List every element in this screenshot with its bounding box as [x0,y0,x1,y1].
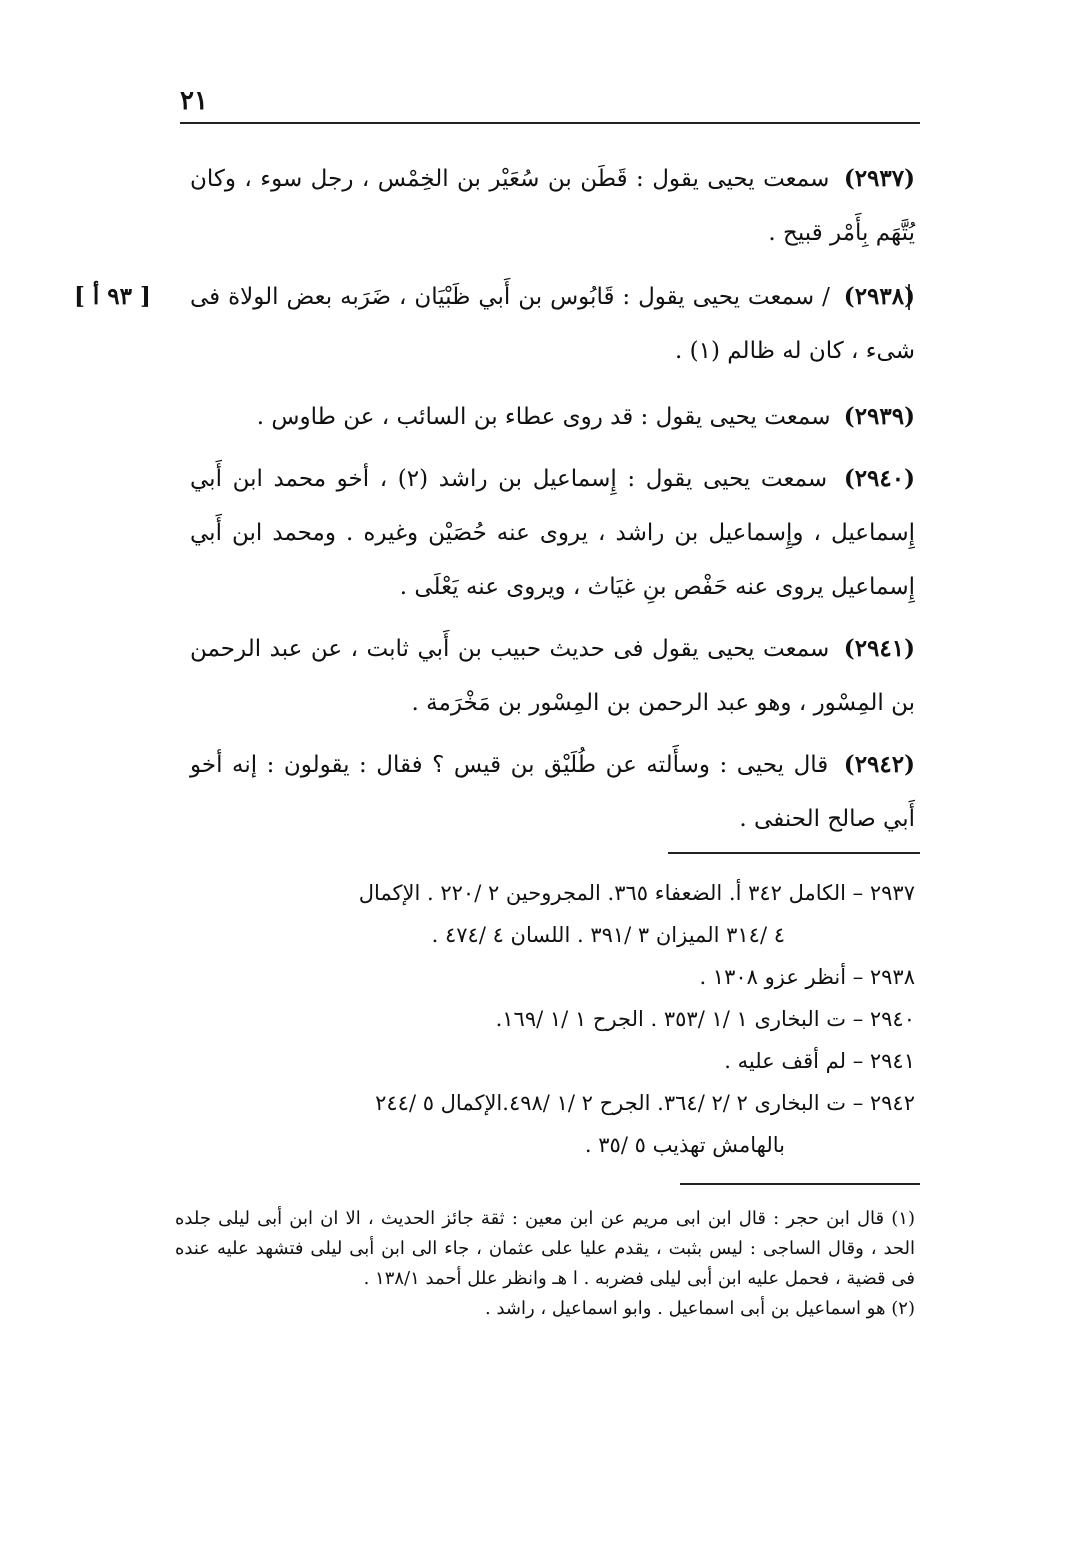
reference-line: بالهامش تهذيب ٥ /٣٥ . [584,1133,785,1157]
entry-2937 [190,152,915,260]
reference-line: ٢٩٤١ – لم أقف عليه . [724,1049,915,1073]
reference-line: ٤ /٣١٤ الميزان ٣ /٣٩١ . اللسان ٤ /٤٧٤ . [431,923,785,947]
entry-2941 [190,622,915,730]
folio-marker: [ ٩٣ أ ] [74,283,151,310]
entry-text: سمعت يحيى يقول : إِسماعيل بن راشد (٢) ، أخو محمد ابن أَبي إِسماعيل ، وإِسماعيل بن راشد ، يروى عنه حُصَيْن وغيره . ومحمد ابن أَبي إِسماعيل يروى عنه حَفْص بنِ غيَاث ، ويروى عنه يَعْلَى . [190,466,915,600]
entry-text: سمعت يحيى يقول فى حديث حبيب بن أَبي ثابت ، عن عبد الرحمن بن المِسْور ، وهو عبد الرحمن بن المِسْور بن مَخْرَمة . [190,636,915,716]
entry-number: (٢٩٤٠) [843,465,916,492]
entry-2942 [190,738,915,846]
references-section [190,872,915,1166]
footnote-2: (٢) هو اسماعيل بن أبى اسماعيل . وابو اسماعيل ، راشد . [485,1298,915,1319]
footnote-1: (١) قال ابن حجر : قال ابن ابى مريم عن ابن معين : ثقة جائز الحديث ، الا ان ابن أبى ليلى جلده الحد ، وقال الساجى : ليس بثبت ، يقدم عليا على عثمان ، جاء الى ابن أبى ليلى فتشهد عليه عنده فى قضية ، فحمل عليه ابن أبى ليلى فضربه . ا هـ وانظر علل أحمد ١٣٨/١ . [175,1208,915,1289]
entry-text: سمعت يحيى يقول : قد روى عطاء بن السائب ، عن طاوس . [256,404,831,430]
entry-number: (٢٩٤١) [843,635,915,662]
reference-line: ٢٩٣٧ – الكامل ٣٤٢ أ. الضعفاء ٣٦٥. المجروحين ٢ /٢٢٠ . الإكمال [358,881,915,905]
entry-text: قال يحيى : وسأَلته عن طُلَيْق بن قيس ؟ فقال : يقولون : إنه أخو أَبي صالح الحنفى . [190,752,915,832]
footnotes-section [175,1204,915,1324]
entry-number: (٢٩٣٩) [843,403,915,430]
reference-line: ٢٩٤٢ – ت البخارى ٢ /٢ /٣٦٤. الجرح ٢ /١ /٤٩٨.الإكمال ٥ /٢٤٤ [375,1091,915,1115]
entry-text: سمعت يحيى يقول : قَطَن بن سُعَيْر بن الخِمْس ، رجل سوء ، وكان يُتَّهَم بِأَمْر قبيح . [190,166,915,246]
entry-text: / سمعت يحيى يقول : قَابُوس بن أَبي ظَبْيَان ، ضَرَبه بعض الولاة فى شىء ، كان له ظالم (١) . [190,284,915,364]
header-rule [180,122,920,124]
entry-2939 [190,390,915,444]
entry-number: (٢٩٣٨) [843,283,915,310]
entry-2938 [190,270,915,378]
entry-number: (٢٩٣٧) [843,165,916,192]
page-number: ٢١ [180,86,208,116]
reference-line: ٢٩٣٨ – أنظر عزو ١٣٠٨ . [699,965,915,989]
reference-line: ٢٩٤٠ – ت البخارى ١ /١ /٣٥٣ . الجرح ١ /١ /١٦٩. [495,1007,915,1031]
footnote-rule [680,1183,920,1185]
entry-number: (٢٩٤٢) [843,751,915,778]
references-rule [668,852,920,854]
entry-2940 [190,452,915,614]
